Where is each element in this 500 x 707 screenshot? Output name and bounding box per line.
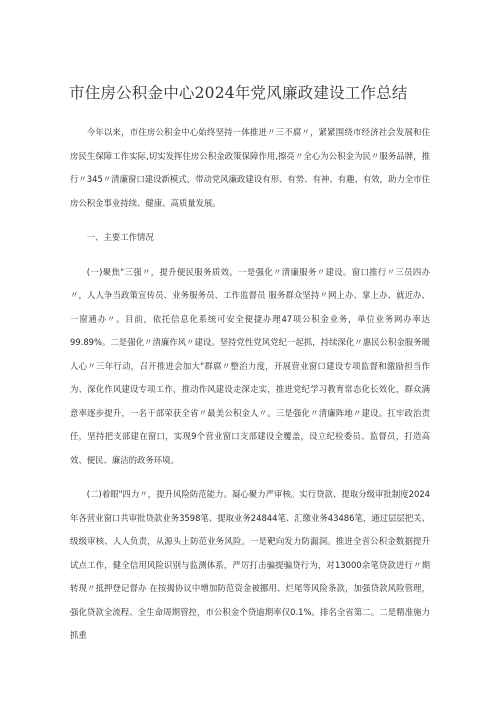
document-title: 市住房公积金中心2024年党风廉政建设工作总结 — [69, 84, 408, 102]
intro-paragraph: 今年以来，市住房公积金中心始终坚持一体推进〃三不腐〃，紧紧围绕市经济社会发展和住房民生保障工作实际,切实发挥住房公积金政策保障作用,擦亮〃全心为公积金为民〃服务品牌，推行〃345〃清廉窗口建设新模式，带动党风廉政建设有形、有势、有神、有趣、有效，助力全市住房公积金事业持续、健康、高质量发展。 — [70, 127, 430, 208]
section-heading: 一、主要工作情况 — [86, 232, 154, 242]
paragraph-service: (一)聚焦"三强〃，提升便民服务质效。一是强化〃清廉服务〃建设。窗口推行〃三员四办〃，人人争当政策宣传员、业务服务员、工作监督员 服务群众坚持〃网上办、掌上办、就近办、一窗通办〃。目前，依托信息化系统可安全便捷办理47项公积金业务，单位业务网办率达99.89%。二是强化〃清廉作风〃建设。坚持党性党风党纪一起抓，持续深化〃惠民公积金服务暖人心〃三年行动，召开推进会加大"群腐〃整治力度，开展营业窗口建设专项监督和激励担当作为、深化作风建设专项工作，推动作风建设走深走实，推进党纪学习教育常态化长效化，群众满意率逐步提升，一名干部荣获全省〃最美公积金人〃。三是强化〃清廉阵地〃建设。扛牢政治责任，坚持把支部建在窗口，实现9个营业窗口支部建设全覆盖，设立纪检委员、监督员，打造高效、便民、廉洁的政务环境。 — [70, 266, 430, 465]
document-body — [70, 121, 430, 648]
paragraph-risk: (二)着眼"四力〃，提升风险防范能力。凝心聚力严审核。实行贷款、提取分级审批制度2024年各营业窗口共审批贷款业务3598笔、提取业务24844笔、汇缴业务43486笔，通过层层把关、级级审核、人人负责，从源头上防范业务风险。一是靶向发力防漏洞。推进全省公积金数据提升试点工作，健全信用风险识别与监测体系，严厉打击骗提骗贷行为，对13000余笔贷款进行〃期转现〃抵押登记督办 在按揭协议中增加防范资金被挪用、烂尾等风险条款，加强贷款风险管理，强化贷款全流程、全生命周期管控，市公积金个贷逾期率仅0.1%。排名全省第二。二是精准施力抓重 — [70, 489, 430, 640]
